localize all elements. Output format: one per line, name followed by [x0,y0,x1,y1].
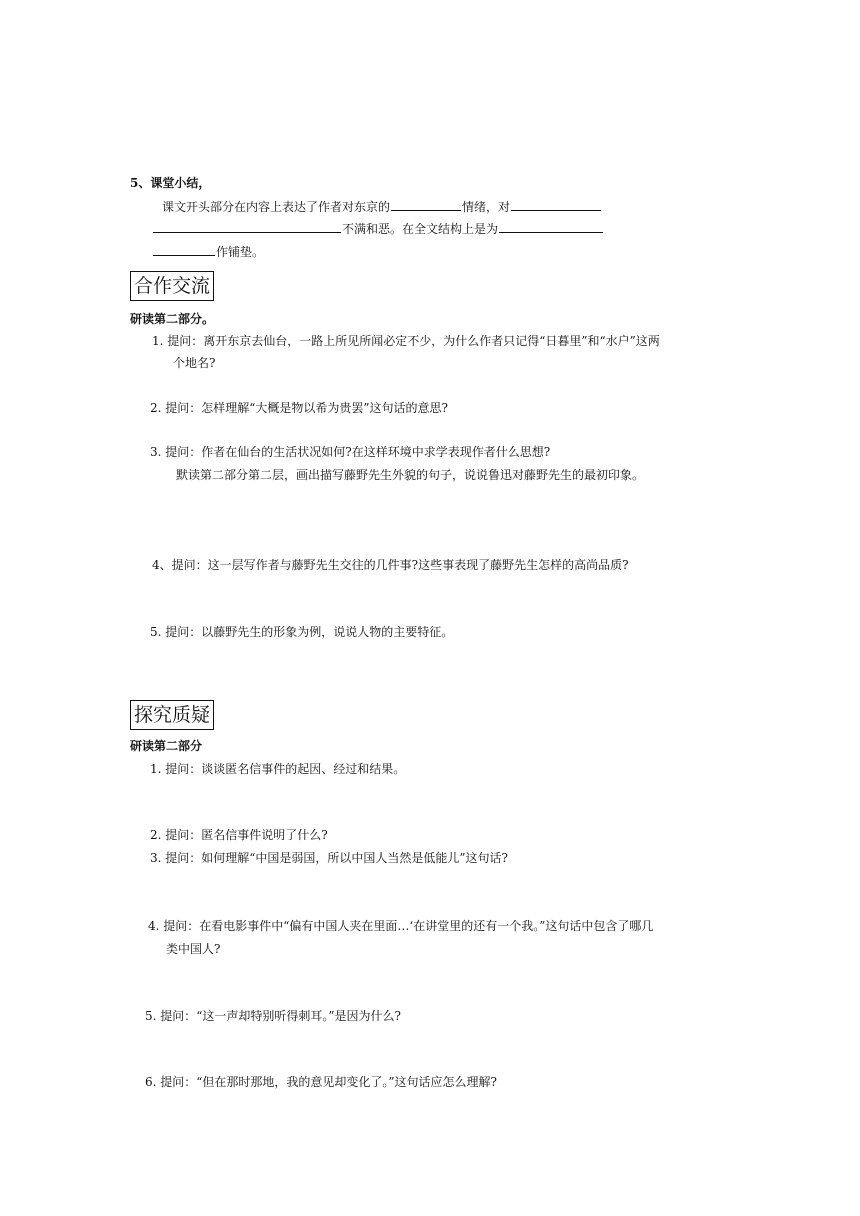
fill-blank-3[interactable] [153,220,341,233]
question-1-line-2: 个地名? [173,356,216,370]
question-3: 3. 提问：作者在仙台的生活状况如何?在这样环境中求学表现作者什么思想? [150,445,551,459]
question-3-sub: 默读第二部分第二层，画出描写藤野先生外貌的句子，说说鲁迅对藤野先生的最初印象。 [176,468,645,482]
inquiry-question-6: 6. 提问：“但在那时那地，我的意见却变化了。”这句话应怎么理解? [145,1075,497,1089]
summary-line-3 [152,243,264,260]
question-5: 5. 提问：以藤野先生的形象为例，说说人物的主要特征。 [150,625,454,639]
section-title-cooperation: 合作交流 [130,271,214,301]
inquiry-question-2: 2. 提问：匿名信事件说明了什么? [150,828,328,842]
question-2: 2. 提问：怎样理解“大概是物以希为贵罢”这句话的意思? [150,401,448,415]
summary-text-1b: 情绪，对 [462,200,511,214]
section-title-inquiry: 探究质疑 [130,700,214,730]
summary-line-1 [162,198,602,215]
inquiry-question-4-line-2: 类中国人? [166,942,221,956]
fill-blank-4[interactable] [499,220,603,233]
inquiry-question-3: 3. 提问：如何理解“中国是弱国，所以中国人当然是低能儿”这句话? [150,851,508,865]
summary-text-1a: 课文开头部分在内容上表达了作者对东京的 [162,200,391,214]
section1-subtitle: 研读第二部分。 [130,312,215,326]
inquiry-question-5: 5. 提问：“这一声却特别听得刺耳。”是因为什么? [145,1009,401,1023]
summary-text-2a: 不满和恶。在全文结构上是为 [342,222,499,236]
fill-blank-2[interactable] [511,198,601,211]
inquiry-question-4-line-1: 4. 提问：在看电影事件中“偏有中国人夹在里面…‘在讲堂里的还有一个我。”这句话中包含了哪几 [148,919,654,933]
inquiry-question-1: 1. 提问：谈谈匿名信事件的起因、经过和结果。 [150,762,406,776]
section2-subtitle: 研读第二部分 [130,739,203,753]
summary-line-2 [152,220,604,237]
question-4: 4、提问：这一层写作者与藤野先生交往的几件事?这些事表现了藤野先生怎样的高尚品质? [152,558,629,572]
summary-heading: 5、课堂小结， [130,176,211,190]
fill-blank-5[interactable] [153,243,215,256]
fill-blank-1[interactable] [391,198,461,211]
question-1-line-1: 1. 提问：离开东京去仙台，一路上所见所闻必定不少，为什么作者只记得“日暮里”和“水户”这两 [152,334,660,348]
summary-text-3a: 作铺垫。 [216,245,265,259]
